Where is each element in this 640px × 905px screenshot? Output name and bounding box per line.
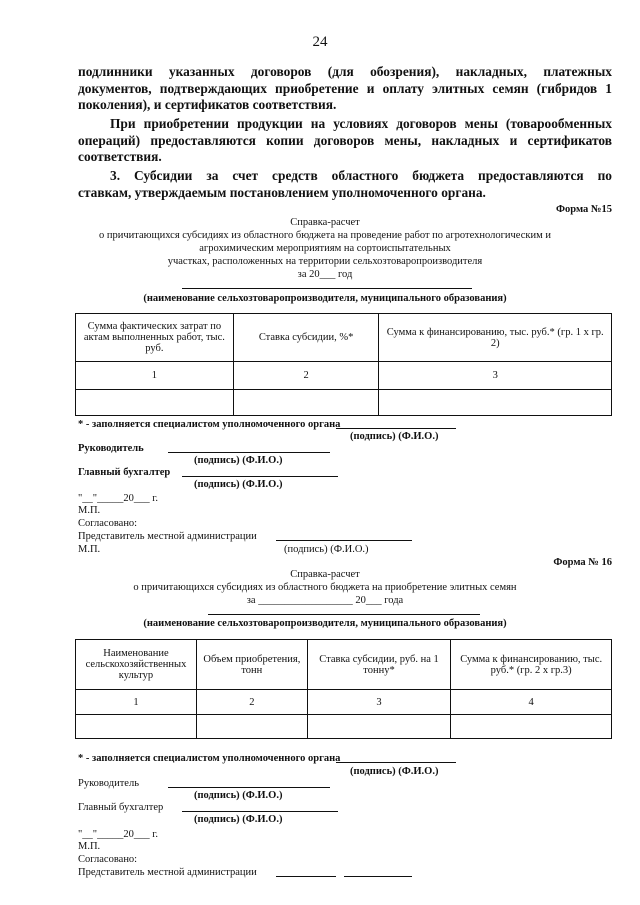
form16-empty-cell <box>76 715 197 739</box>
paragraph-line: подлинники указанных договоров (для обозрения), накладных, платежных <box>78 64 612 79</box>
form16-number-row <box>76 690 612 715</box>
form15-date-line: "__"_____20___ г. <box>78 493 158 504</box>
form15-footnote: * - заполняется специалистом уполномоченного органа <box>78 419 341 430</box>
form16-accountant-underline <box>182 811 338 812</box>
form16-number-cell: 2 <box>196 690 307 715</box>
form15-name-underline <box>182 288 472 289</box>
form15-subtitle-line: участках, расположенных на территории сельхозтоваропроизводителя <box>167 256 483 267</box>
form16-head-label: Руководитель <box>78 778 139 789</box>
form16-number-cell: 4 <box>451 690 612 715</box>
form16-head-underline <box>168 787 330 788</box>
form16-rep-label: Представитель местной администрации <box>78 867 257 878</box>
form15-name-caption: (наименование сельхозтоваропроизводителя, муниципального образования) <box>143 293 507 304</box>
form16-empty-cell <box>307 715 451 739</box>
form15-empty-row <box>76 390 612 416</box>
paragraph-line: 3. Субсидии за счет средств областного бюджета предоставляются по <box>110 168 612 183</box>
form15-rep-caption: (подпись) (Ф.И.О.) <box>284 544 369 555</box>
form16-number-cell: 3 <box>307 690 451 715</box>
form15-header-cell: Ставка субсидии, %* <box>233 314 379 362</box>
form15-rep-label: Представитель местной администрации <box>78 531 257 542</box>
form15-empty-cell <box>233 390 379 416</box>
form16-subtitle: о причитающихся субсидиях из областного бюджета на приобретение элитных семян <box>133 582 517 593</box>
form15-number-cell: 2 <box>233 362 379 390</box>
form16-footnote: * - заполняется специалистом уполномоченного органа <box>78 753 341 764</box>
paragraph-line: операций) предоставляются копии договоров мены, накладных и сертификатов <box>78 132 612 148</box>
paragraph-1 <box>78 64 612 114</box>
form16-stamp: М.П. <box>78 841 101 852</box>
form16-header-cell: Объем приобретения, тонн <box>196 640 307 690</box>
form16-agreed: Согласовано: <box>78 854 138 865</box>
form16-name-underline <box>208 614 480 615</box>
form15-subtitle-line: о причитающихся субсидиях из областного бюджета на проведение работ по агротехнологическим и <box>99 230 551 241</box>
form16-header-cell: Наименование сельскохозяйственных культур <box>76 640 197 690</box>
form15-accountant-underline <box>182 476 338 477</box>
form16-rep-sign-underline <box>276 876 336 877</box>
form15-number-cell: 3 <box>379 362 612 390</box>
paragraph-line: документов, подтверждающих приобретение и оплату элитных семян (гибридов 1 <box>78 80 612 96</box>
form16-date-line: "__"_____20___ г. <box>78 829 158 840</box>
paragraph-line: При приобретении продукции на условиях договоров мены (товарообменных <box>110 116 612 131</box>
form16-title: Справка-расчет <box>290 569 360 580</box>
form16-empty-cell <box>196 715 307 739</box>
form16-table <box>75 639 612 739</box>
form16-empty-cell <box>451 715 612 739</box>
form15-header-cell: Сумма к финансированию, тыс. руб.* (гр. 1 х гр. 2) <box>379 314 612 362</box>
form15-head-label: Руководитель <box>78 443 144 454</box>
form15-label: Форма №15 <box>556 204 612 215</box>
form16-rep-name-underline <box>344 876 412 877</box>
form15-stamp: М.П. <box>78 505 101 516</box>
form16-sign-caption: (подпись) (Ф.И.О.) <box>350 766 439 777</box>
form15-rep-underline <box>276 540 412 541</box>
form15-head-underline <box>168 452 330 453</box>
form16-year-line: за __________________ 20___ года <box>246 595 404 606</box>
form16-name-caption: (наименование сельхозтоваропроизводителя, муниципального образования) <box>143 618 507 629</box>
form15-agreed: Согласовано: <box>78 518 138 529</box>
form16-accountant-label: Главный бухгалтер <box>78 802 164 813</box>
paragraph-2 <box>78 116 612 166</box>
form15-accountant-caption: (подпись) (Ф.И.О.) <box>194 479 283 490</box>
form15-number-row <box>76 362 612 390</box>
paragraph-line: соответствия. <box>78 149 162 164</box>
form16-accountant-caption: (подпись) (Ф.И.О.) <box>194 814 283 825</box>
form16-header-row <box>76 640 612 690</box>
form16-number-cell: 1 <box>76 690 197 715</box>
form15-specialist-underline <box>336 428 456 429</box>
form15-header-cell: Сумма фактических затрат по актам выполненных работ, тыс. руб. <box>76 314 234 362</box>
form16-label: Форма № 16 <box>553 557 612 568</box>
page-number: 24 <box>312 34 328 50</box>
form16-header-cell: Ставка субсидии, руб. на 1 тонну* <box>307 640 451 690</box>
form16-empty-row <box>76 715 612 739</box>
paragraph-line: ставкам, утверждаемым постановлением уполномоченного органа. <box>78 184 486 200</box>
form15-empty-cell <box>76 390 234 416</box>
form16-specialist-underline <box>336 762 456 763</box>
form15-subtitle-line: агрохимическим мероприятиям на сортоиспытательных <box>199 243 451 254</box>
form15-sign-caption: (подпись) (Ф.И.О.) <box>350 431 439 442</box>
form15-title: Справка-расчет <box>290 217 360 228</box>
form15-year-line: за 20___ год <box>297 269 353 280</box>
form15-empty-cell <box>379 390 612 416</box>
form15-table <box>75 313 612 416</box>
form15-stamp2: М.П. <box>78 544 101 555</box>
form15-number-cell: 1 <box>76 362 234 390</box>
form15-header-row <box>76 314 612 362</box>
paragraph-line: поколения), и сертификатов соответствия. <box>78 97 337 112</box>
form16-head-caption: (подпись) (Ф.И.О.) <box>194 790 283 801</box>
form16-header-cell: Сумма к финансированию, тыс. руб.* (гр. 2 х гр.3) <box>451 640 612 690</box>
form15-accountant-label: Главный бухгалтер <box>78 467 171 478</box>
form15-head-caption: (подпись) (Ф.И.О.) <box>194 455 283 466</box>
paragraph-3 <box>78 168 612 201</box>
